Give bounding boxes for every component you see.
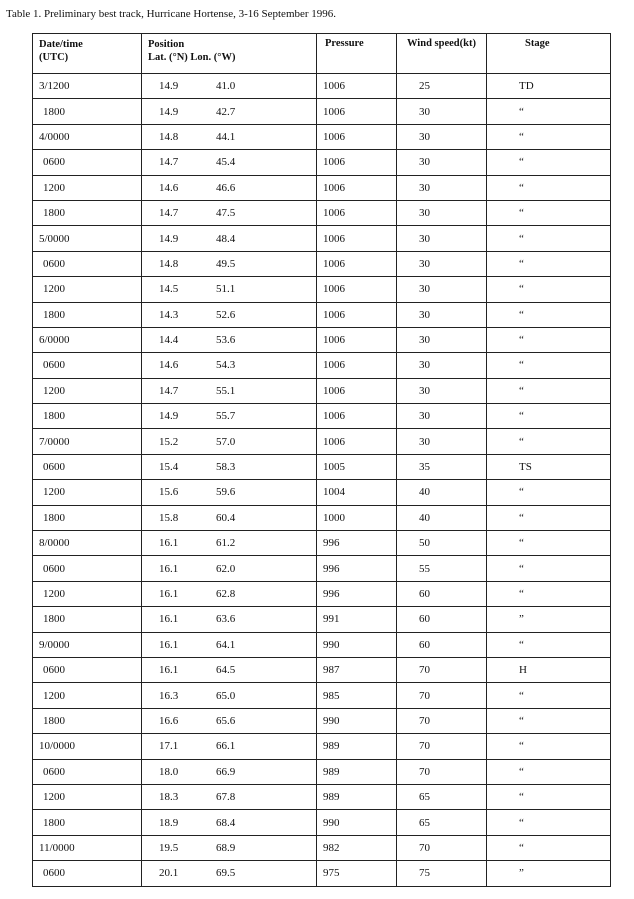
cell-wind-speed: 70 xyxy=(397,759,487,784)
cell-wind-speed: 30 xyxy=(397,404,487,429)
cell-wind-speed: 70 xyxy=(397,683,487,708)
table-caption: Table 1. Preliminary best track, Hurricane Hortense, 3-16 September 1996. xyxy=(6,8,337,20)
cell-pressure: 1006 xyxy=(317,99,397,124)
cell-wind-speed: 70 xyxy=(397,708,487,733)
cell-date-time: 1800 xyxy=(33,708,142,733)
table-row xyxy=(33,99,611,124)
table-row xyxy=(33,810,611,835)
cell-position xyxy=(142,759,317,784)
cell-stage: “ xyxy=(487,429,611,454)
cell-date-time: 6/0000 xyxy=(33,327,142,352)
cell-latitude: 14.5 xyxy=(159,283,179,296)
cell-pressure: 991 xyxy=(317,607,397,632)
cell-stage: “ xyxy=(487,150,611,175)
table-row xyxy=(33,200,611,225)
cell-stage: ” xyxy=(487,861,611,886)
best-track-table xyxy=(32,33,611,887)
cell-stage: “ xyxy=(487,632,611,657)
cell-pressure: 996 xyxy=(317,531,397,556)
table-row xyxy=(33,353,611,378)
cell-wind-speed: 60 xyxy=(397,632,487,657)
cell-longitude: 65.0 xyxy=(216,689,236,702)
cell-latitude: 14.4 xyxy=(159,334,179,347)
cell-date-time: 9/0000 xyxy=(33,632,142,657)
cell-wind-speed: 30 xyxy=(397,150,487,175)
cell-longitude: 69.5 xyxy=(216,867,236,880)
cell-latitude: 15.6 xyxy=(159,486,179,499)
cell-pressure: 987 xyxy=(317,657,397,682)
header-stage: Stage xyxy=(487,34,611,74)
cell-stage: “ xyxy=(487,835,611,860)
cell-position xyxy=(142,327,317,352)
cell-latitude: 14.9 xyxy=(159,80,179,93)
cell-stage: “ xyxy=(487,378,611,403)
cell-wind-speed: 30 xyxy=(397,200,487,225)
cell-position xyxy=(142,277,317,302)
cell-longitude: 55.1 xyxy=(216,384,236,397)
cell-stage: ” xyxy=(487,607,611,632)
cell-stage: “ xyxy=(487,531,611,556)
cell-latitude: 14.8 xyxy=(159,257,179,270)
cell-position xyxy=(142,251,317,276)
cell-stage: “ xyxy=(487,327,611,352)
cell-position xyxy=(142,175,317,200)
cell-pressure: 989 xyxy=(317,734,397,759)
cell-wind-speed: 35 xyxy=(397,454,487,479)
cell-stage: “ xyxy=(487,505,611,530)
cell-position xyxy=(142,200,317,225)
header-row xyxy=(33,34,611,74)
cell-date-time: 0600 xyxy=(33,454,142,479)
cell-wind-speed: 30 xyxy=(397,277,487,302)
cell-position xyxy=(142,150,317,175)
cell-pressure: 985 xyxy=(317,683,397,708)
cell-wind-speed: 30 xyxy=(397,175,487,200)
cell-stage: “ xyxy=(487,480,611,505)
table-row xyxy=(33,734,611,759)
table-row xyxy=(33,454,611,479)
cell-longitude: 65.6 xyxy=(216,714,236,727)
cell-longitude: 48.4 xyxy=(216,232,236,245)
table-row xyxy=(33,429,611,454)
table-row xyxy=(33,480,611,505)
cell-position xyxy=(142,607,317,632)
cell-stage: “ xyxy=(487,226,611,251)
cell-wind-speed: 65 xyxy=(397,784,487,809)
cell-longitude: 42.7 xyxy=(216,105,236,118)
cell-wind-speed: 30 xyxy=(397,302,487,327)
cell-wind-speed: 70 xyxy=(397,657,487,682)
table-row xyxy=(33,150,611,175)
cell-date-time: 1800 xyxy=(33,200,142,225)
table-row xyxy=(33,708,611,733)
cell-latitude: 14.7 xyxy=(159,156,179,169)
cell-date-time: 0600 xyxy=(33,251,142,276)
cell-date-time: 1200 xyxy=(33,581,142,606)
cell-position xyxy=(142,404,317,429)
cell-pressure: 1006 xyxy=(317,124,397,149)
cell-latitude: 15.8 xyxy=(159,511,179,524)
cell-position xyxy=(142,708,317,733)
cell-wind-speed: 30 xyxy=(397,429,487,454)
cell-longitude: 62.8 xyxy=(216,588,236,600)
cell-longitude: 66.1 xyxy=(216,740,236,753)
cell-longitude: 67.8 xyxy=(216,791,236,804)
cell-pressure: 1006 xyxy=(317,226,397,251)
cell-wind-speed: 30 xyxy=(397,353,487,378)
cell-position xyxy=(142,124,317,149)
table-row xyxy=(33,226,611,251)
cell-latitude: 14.6 xyxy=(159,181,179,194)
cell-date-time: 1200 xyxy=(33,277,142,302)
cell-wind-speed: 50 xyxy=(397,531,487,556)
cell-date-time: 1200 xyxy=(33,480,142,505)
cell-position xyxy=(142,429,317,454)
cell-longitude: 68.4 xyxy=(216,816,236,829)
cell-longitude: 63.6 xyxy=(216,613,236,626)
cell-latitude: 16.3 xyxy=(159,689,179,702)
cell-longitude: 46.6 xyxy=(216,181,236,194)
cell-latitude: 17.1 xyxy=(159,740,179,753)
table-row xyxy=(33,531,611,556)
header-position-label: Position xyxy=(148,39,185,50)
cell-latitude: 18.0 xyxy=(159,765,179,778)
cell-longitude: 44.1 xyxy=(216,130,236,143)
cell-date-time: 0600 xyxy=(33,657,142,682)
cell-latitude: 16.1 xyxy=(159,664,179,677)
cell-latitude: 16.1 xyxy=(159,562,179,575)
cell-date-time: 3/1200 xyxy=(33,74,142,99)
cell-stage: H xyxy=(487,657,611,682)
cell-pressure: 1006 xyxy=(317,302,397,327)
cell-date-time: 1200 xyxy=(33,175,142,200)
cell-longitude: 45.4 xyxy=(216,156,236,169)
cell-position xyxy=(142,835,317,860)
cell-longitude: 54.3 xyxy=(216,359,236,372)
cell-pressure: 1006 xyxy=(317,251,397,276)
cell-latitude: 16.1 xyxy=(159,613,179,626)
cell-latitude: 15.4 xyxy=(159,461,179,474)
cell-pressure: 989 xyxy=(317,784,397,809)
table-row xyxy=(33,607,611,632)
cell-latitude: 14.3 xyxy=(159,308,179,321)
header-date-time xyxy=(33,34,142,74)
cell-pressure: 990 xyxy=(317,810,397,835)
header-date-unit: (UTC) xyxy=(39,52,69,63)
table-row xyxy=(33,556,611,581)
cell-wind-speed: 65 xyxy=(397,810,487,835)
cell-position xyxy=(142,683,317,708)
table-body xyxy=(33,74,611,887)
cell-stage: “ xyxy=(487,200,611,225)
table-row xyxy=(33,74,611,99)
cell-longitude: 62.0 xyxy=(216,562,236,575)
cell-wind-speed: 30 xyxy=(397,327,487,352)
cell-latitude: 14.7 xyxy=(159,207,179,220)
cell-stage: “ xyxy=(487,353,611,378)
cell-wind-speed: 60 xyxy=(397,607,487,632)
cell-pressure: 1000 xyxy=(317,505,397,530)
cell-longitude: 55.7 xyxy=(216,410,236,423)
cell-pressure: 982 xyxy=(317,835,397,860)
cell-latitude: 16.6 xyxy=(159,714,179,727)
cell-wind-speed: 70 xyxy=(397,734,487,759)
cell-longitude: 52.6 xyxy=(216,308,236,321)
cell-wind-speed: 70 xyxy=(397,835,487,860)
cell-longitude: 53.6 xyxy=(216,334,236,347)
cell-longitude: 51.1 xyxy=(216,283,236,296)
cell-date-time: 0600 xyxy=(33,556,142,581)
cell-date-time: 0600 xyxy=(33,353,142,378)
table-row xyxy=(33,581,611,606)
cell-pressure: 990 xyxy=(317,708,397,733)
cell-pressure: 996 xyxy=(317,581,397,606)
cell-longitude: 41.0 xyxy=(216,80,236,93)
cell-position xyxy=(142,505,317,530)
cell-date-time: 8/0000 xyxy=(33,531,142,556)
cell-pressure: 1006 xyxy=(317,327,397,352)
cell-latitude: 14.7 xyxy=(159,384,179,397)
cell-wind-speed: 30 xyxy=(397,378,487,403)
header-position xyxy=(142,34,317,74)
cell-longitude: 68.9 xyxy=(216,841,236,854)
table-row xyxy=(33,378,611,403)
cell-latitude: 19.5 xyxy=(159,841,179,854)
header-wind-speed: Wind speed(kt) xyxy=(397,34,487,74)
cell-date-time: 1800 xyxy=(33,810,142,835)
cell-date-time: 1800 xyxy=(33,404,142,429)
cell-latitude: 14.8 xyxy=(159,130,179,143)
cell-longitude: 57.0 xyxy=(216,435,236,448)
cell-position xyxy=(142,632,317,657)
cell-latitude: 20.1 xyxy=(159,867,179,880)
cell-latitude: 14.6 xyxy=(159,359,179,372)
table-row xyxy=(33,657,611,682)
cell-date-time: 0600 xyxy=(33,150,142,175)
table-row xyxy=(33,784,611,809)
table-row xyxy=(33,277,611,302)
cell-wind-speed: 40 xyxy=(397,480,487,505)
cell-pressure: 996 xyxy=(317,556,397,581)
cell-longitude: 58.3 xyxy=(216,461,236,474)
cell-date-time: 11/0000 xyxy=(33,835,142,860)
cell-pressure: 989 xyxy=(317,759,397,784)
cell-date-time: 1800 xyxy=(33,99,142,124)
cell-position xyxy=(142,99,317,124)
cell-position xyxy=(142,480,317,505)
cell-latitude: 14.9 xyxy=(159,105,179,118)
cell-stage: “ xyxy=(487,810,611,835)
cell-latitude: 18.9 xyxy=(159,816,179,829)
cell-position xyxy=(142,353,317,378)
cell-wind-speed: 30 xyxy=(397,251,487,276)
cell-stage: “ xyxy=(487,404,611,429)
cell-stage: “ xyxy=(487,124,611,149)
cell-pressure: 1006 xyxy=(317,74,397,99)
cell-wind-speed: 55 xyxy=(397,556,487,581)
cell-pressure: 1006 xyxy=(317,150,397,175)
header-lat-lon-label: Lat. (°N) Lon. (°W) xyxy=(148,52,236,63)
cell-date-time: 1800 xyxy=(33,302,142,327)
cell-stage: “ xyxy=(487,683,611,708)
cell-longitude: 60.4 xyxy=(216,511,236,524)
cell-position xyxy=(142,302,317,327)
cell-pressure: 1004 xyxy=(317,480,397,505)
cell-stage: “ xyxy=(487,251,611,276)
cell-position xyxy=(142,454,317,479)
table-row xyxy=(33,505,611,530)
cell-pressure: 1006 xyxy=(317,404,397,429)
cell-position xyxy=(142,74,317,99)
cell-date-time: 5/0000 xyxy=(33,226,142,251)
cell-latitude: 16.1 xyxy=(159,537,179,550)
cell-wind-speed: 40 xyxy=(397,505,487,530)
table-row xyxy=(33,404,611,429)
cell-stage: “ xyxy=(487,581,611,606)
cell-wind-speed: 30 xyxy=(397,99,487,124)
table-row xyxy=(33,302,611,327)
cell-longitude: 59.6 xyxy=(216,486,236,499)
cell-latitude: 15.2 xyxy=(159,435,179,448)
cell-stage: “ xyxy=(487,277,611,302)
cell-position xyxy=(142,734,317,759)
cell-latitude: 14.9 xyxy=(159,232,179,245)
cell-longitude: 66.9 xyxy=(216,765,236,778)
header-date-label: Date/time xyxy=(39,39,83,50)
cell-wind-speed: 60 xyxy=(397,581,487,606)
cell-date-time: 1200 xyxy=(33,378,142,403)
cell-date-time: 0600 xyxy=(33,759,142,784)
cell-wind-speed: 75 xyxy=(397,861,487,886)
cell-position xyxy=(142,810,317,835)
cell-stage: “ xyxy=(487,556,611,581)
cell-stage: “ xyxy=(487,175,611,200)
cell-pressure: 1006 xyxy=(317,378,397,403)
cell-wind-speed: 25 xyxy=(397,74,487,99)
cell-stage: “ xyxy=(487,759,611,784)
cell-date-time: 1200 xyxy=(33,784,142,809)
cell-date-time: 0600 xyxy=(33,861,142,886)
cell-stage: TD xyxy=(487,74,611,99)
cell-position xyxy=(142,784,317,809)
cell-position xyxy=(142,657,317,682)
cell-date-time: 1800 xyxy=(33,505,142,530)
table-row xyxy=(33,632,611,657)
cell-pressure: 1006 xyxy=(317,353,397,378)
cell-stage: “ xyxy=(487,302,611,327)
cell-pressure: 1006 xyxy=(317,429,397,454)
cell-stage: “ xyxy=(487,784,611,809)
cell-latitude: 18.3 xyxy=(159,791,179,804)
cell-position xyxy=(142,581,317,606)
cell-date-time: 7/0000 xyxy=(33,429,142,454)
cell-position xyxy=(142,226,317,251)
cell-stage: “ xyxy=(487,708,611,733)
cell-longitude: 47.5 xyxy=(216,207,236,220)
cell-date-time: 10/0000 xyxy=(33,734,142,759)
cell-stage: TS xyxy=(487,454,611,479)
table-row xyxy=(33,835,611,860)
cell-longitude: 64.5 xyxy=(216,664,236,677)
cell-pressure: 1005 xyxy=(317,454,397,479)
cell-wind-speed: 30 xyxy=(397,124,487,149)
cell-position xyxy=(142,378,317,403)
table-row xyxy=(33,683,611,708)
cell-longitude: 61.2 xyxy=(216,537,236,550)
cell-position xyxy=(142,531,317,556)
cell-pressure: 1006 xyxy=(317,175,397,200)
cell-stage: “ xyxy=(487,734,611,759)
cell-longitude: 64.1 xyxy=(216,638,236,651)
cell-latitude: 14.9 xyxy=(159,410,179,423)
table-row xyxy=(33,759,611,784)
table-row xyxy=(33,861,611,886)
table-row xyxy=(33,327,611,352)
cell-pressure: 990 xyxy=(317,632,397,657)
cell-position xyxy=(142,861,317,886)
cell-pressure: 1006 xyxy=(317,200,397,225)
table-row xyxy=(33,251,611,276)
cell-position xyxy=(142,556,317,581)
cell-latitude: 16.1 xyxy=(159,588,179,600)
cell-date-time: 1200 xyxy=(33,683,142,708)
cell-wind-speed: 30 xyxy=(397,226,487,251)
table-row xyxy=(33,124,611,149)
header-pressure: Pressure xyxy=(317,34,397,74)
cell-date-time: 4/0000 xyxy=(33,124,142,149)
cell-stage: “ xyxy=(487,99,611,124)
cell-latitude: 16.1 xyxy=(159,638,179,651)
table-row xyxy=(33,175,611,200)
cell-longitude: 49.5 xyxy=(216,257,236,270)
cell-pressure: 1006 xyxy=(317,277,397,302)
cell-pressure: 975 xyxy=(317,861,397,886)
cell-date-time: 1800 xyxy=(33,607,142,632)
